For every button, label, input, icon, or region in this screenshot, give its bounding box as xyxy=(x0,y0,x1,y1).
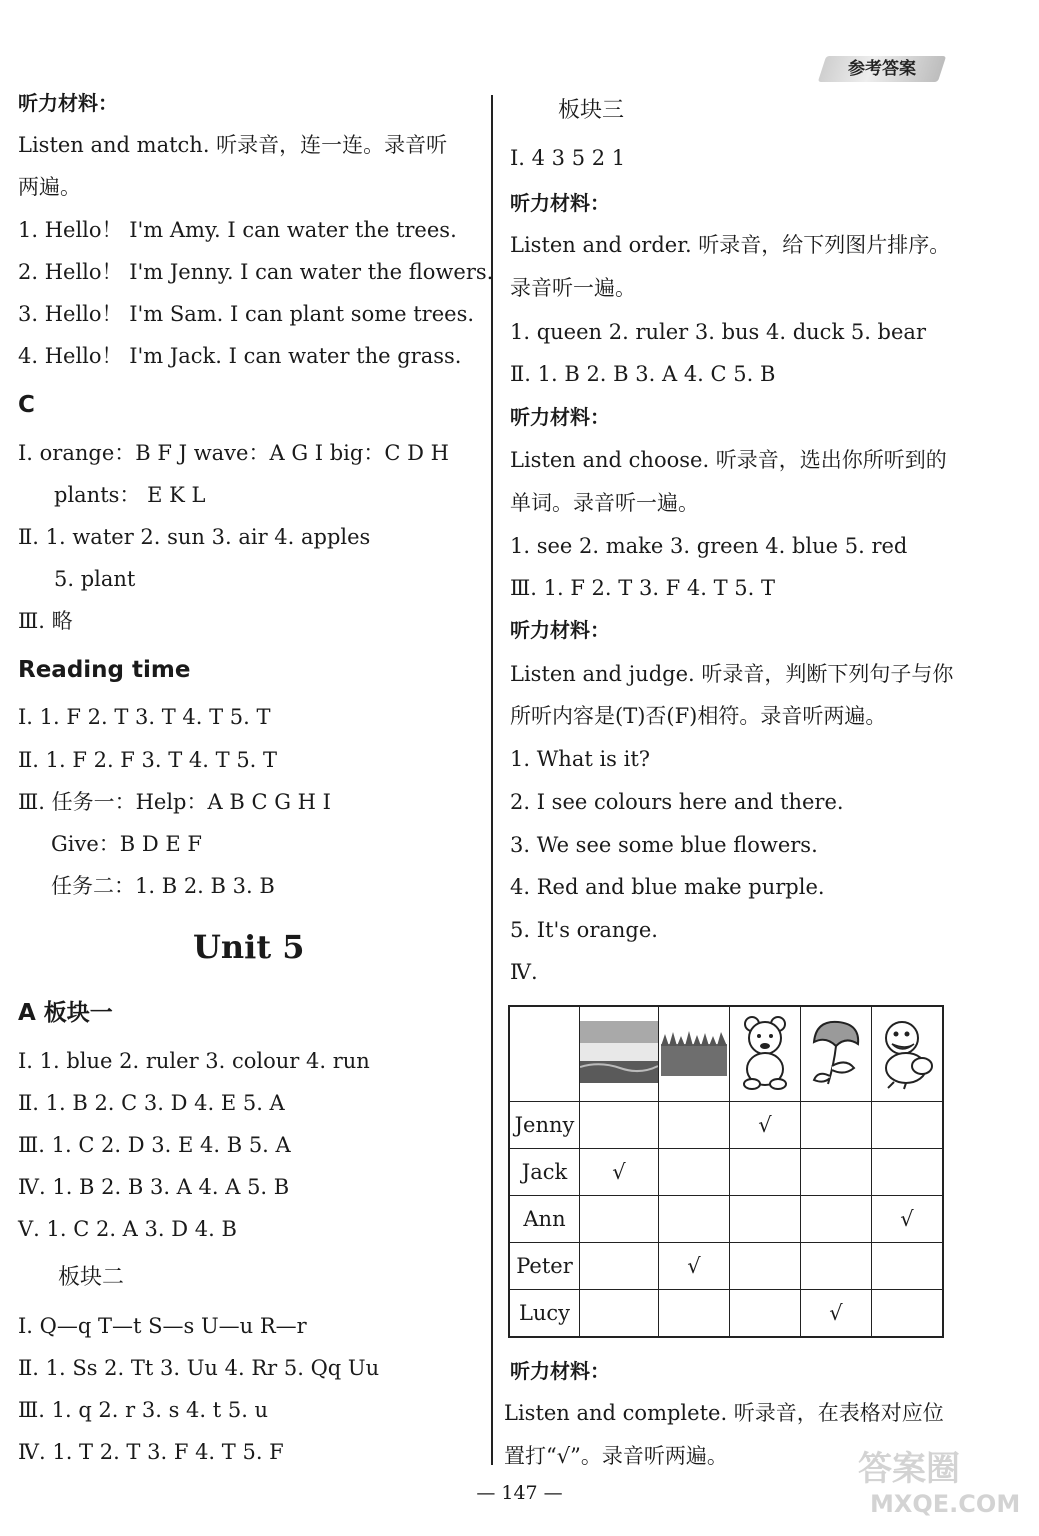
text-line: Listen and complete. 听录音，在表格对应位 xyxy=(504,1401,944,1425)
watermark xyxy=(848,1440,1028,1520)
student-name: Jack xyxy=(509,1149,580,1196)
answer-line: Ⅱ. 1. F 2. F 3. T 4. T 5. T xyxy=(18,748,278,772)
section-a-heading: A 板块一 xyxy=(18,1000,113,1026)
sea-sky-image xyxy=(580,1021,658,1083)
student-name: Peter xyxy=(509,1243,580,1290)
check-cell xyxy=(801,1196,872,1243)
answer-line: Ⅱ. 1. B 2. B 3. A 4. C 5. B xyxy=(510,362,776,386)
check-cell: √ xyxy=(872,1196,944,1243)
answer-line: Ⅲ. 任务一：Help：A B C G H I xyxy=(18,790,331,814)
picture-cell xyxy=(580,1006,659,1102)
reading-time-heading: Reading time xyxy=(18,657,191,683)
block-two-heading: 板块二 xyxy=(58,1265,125,1290)
text-line: 两遍。 xyxy=(18,175,81,199)
unit-title: Unit 5 xyxy=(193,928,305,966)
answer-line: Ⅲ. 略 xyxy=(18,609,73,633)
check-cell: √ xyxy=(659,1243,730,1290)
text-line: 置打“√”。录音听两遍。 xyxy=(504,1444,728,1468)
text-line: 4. Hello！ I'm Jack. I can water the grass. xyxy=(18,344,462,368)
text-line: 3. We see some blue flowers. xyxy=(510,833,818,857)
check-cell: √ xyxy=(730,1102,801,1149)
check-cell xyxy=(580,1290,659,1338)
check-cell xyxy=(659,1149,730,1196)
text-line: 录音听一遍。 xyxy=(510,276,636,300)
svg-text:答案圈: 答案圈 xyxy=(858,1449,960,1489)
check-cell xyxy=(801,1149,872,1196)
table-row xyxy=(509,1290,943,1338)
answer-line: plants： E K L xyxy=(54,483,206,507)
student-name: Jenny xyxy=(509,1102,580,1149)
answer-line: Ⅰ. 1. F 2. T 3. T 4. T 5. T xyxy=(18,705,271,729)
check-cell: √ xyxy=(580,1149,659,1196)
listening-material-label: 听力材料： xyxy=(510,618,610,642)
check-cell xyxy=(730,1149,801,1196)
text-line: 2. I see colours here and there. xyxy=(510,790,844,814)
table-row xyxy=(509,1196,943,1243)
answer-line: Ⅱ. 1. Ss 2. Tt 3. Uu 4. Rr 5. Qq Uu xyxy=(18,1356,380,1380)
duck-image xyxy=(876,1014,938,1090)
check-cell xyxy=(659,1290,730,1338)
flower-image xyxy=(806,1014,866,1090)
answer-line: Ⅴ. 1. C 2. A 3. D 4. B xyxy=(18,1217,237,1241)
text-line: 1. queen 2. ruler 3. bus 4. duck 5. bear xyxy=(510,320,926,344)
bear-image xyxy=(734,1014,796,1090)
answer-line: Ⅰ. 1. blue 2. ruler 3. colour 4. run xyxy=(18,1049,370,1073)
check-cell xyxy=(872,1290,944,1338)
text-line: 单词。录音听一遍。 xyxy=(510,491,699,515)
table-corner-cell xyxy=(509,1006,580,1102)
page-number: — 147 — xyxy=(476,1482,563,1504)
answer-line: Ⅰ. Q—q T—t S—s U—u R—r xyxy=(18,1314,307,1338)
check-cell xyxy=(872,1243,944,1290)
text-line: Listen and order. 听录音，给下列图片排序。 xyxy=(510,233,951,257)
answer-line: Ⅲ. 1. C 2. D 3. E 4. B 5. A xyxy=(18,1133,291,1157)
answer-line: Give：B D E F xyxy=(51,832,202,856)
section-c-heading: C xyxy=(18,392,35,418)
listening-material-label: 听力材料： xyxy=(510,405,610,429)
text-line: Listen and match. 听录音，连一连。录音听 xyxy=(18,133,448,157)
check-cell xyxy=(580,1196,659,1243)
text-line: Listen and judge. 听录音，判断下列句子与你 xyxy=(510,662,954,686)
listening-material-label: 听力材料： xyxy=(510,191,610,215)
table-row xyxy=(509,1149,943,1196)
answer-line: Ⅳ. 1. B 2. B 3. A 4. A 5. B xyxy=(18,1175,290,1199)
table-row xyxy=(509,1243,943,1290)
svg-text:MXQE.COM: MXQE.COM xyxy=(870,1490,1021,1518)
block-three-heading: 板块三 xyxy=(558,98,625,123)
grass-image xyxy=(661,1028,727,1076)
check-cell xyxy=(580,1243,659,1290)
answer-table xyxy=(508,1005,944,1338)
check-cell xyxy=(801,1102,872,1149)
text-line: 2. Hello！ I'm Jenny. I can water the flowers. xyxy=(18,260,494,284)
answer-line: 任务二：1. B 2. B 3. B xyxy=(51,874,275,898)
column-divider xyxy=(491,95,493,1465)
listening-material-label: 听力材料： xyxy=(18,91,118,115)
text-line: 所听内容是(T)否(F)相符。录音听两遍。 xyxy=(510,704,887,728)
picture-cell xyxy=(730,1006,801,1102)
text-line: 4. Red and blue make purple. xyxy=(510,875,825,899)
answer-line: Ⅱ. 1. water 2. sun 3. air 4. apples xyxy=(18,525,371,549)
text-line: 3. Hello！ I'm Sam. I can plant some trees. xyxy=(18,302,475,326)
picture-cell xyxy=(801,1006,872,1102)
check-cell xyxy=(730,1243,801,1290)
check-cell xyxy=(659,1102,730,1149)
watermark-logo-icon xyxy=(848,1440,1028,1520)
check-cell xyxy=(730,1196,801,1243)
answer-line: 5. plant xyxy=(54,567,136,591)
check-cell xyxy=(730,1290,801,1338)
answer-line: Ⅰ. orange：B F J wave：A G I big：C D H xyxy=(18,441,449,465)
check-cell: √ xyxy=(801,1290,872,1338)
check-cell xyxy=(580,1102,659,1149)
answer-key-badge: 参考答案 xyxy=(818,56,946,82)
text-line: Listen and choose. 听录音，选出你所听到的 xyxy=(510,448,947,472)
text-line: 5. It's orange. xyxy=(510,918,658,942)
check-cell xyxy=(801,1243,872,1290)
section-iv-label: Ⅳ. xyxy=(510,960,538,984)
picture-cell xyxy=(659,1006,730,1102)
picture-cell xyxy=(872,1006,944,1102)
answer-line: Ⅰ. 4 3 5 2 1 xyxy=(510,146,626,170)
student-name: Lucy xyxy=(509,1290,580,1338)
text-line: 1. Hello！ I'm Amy. I can water the trees. xyxy=(18,218,457,242)
check-cell xyxy=(659,1196,730,1243)
text-line: 1. What is it? xyxy=(510,747,651,771)
answer-line: Ⅲ. 1. F 2. T 3. F 4. T 5. T xyxy=(510,576,776,600)
student-name: Ann xyxy=(509,1196,580,1243)
answer-line: Ⅳ. 1. T 2. T 3. F 4. T 5. F xyxy=(18,1440,284,1464)
table-row xyxy=(509,1102,943,1149)
table-header-row xyxy=(509,1006,943,1102)
listening-material-label: 听力材料： xyxy=(510,1359,610,1383)
answer-line: Ⅲ. 1. q 2. r 3. s 4. t 5. u xyxy=(18,1398,269,1422)
text-line: 1. see 2. make 3. green 4. blue 5. red xyxy=(510,534,908,558)
check-cell xyxy=(872,1149,944,1196)
answer-line: Ⅱ. 1. B 2. C 3. D 4. E 5. A xyxy=(18,1091,285,1115)
check-cell xyxy=(872,1102,944,1149)
